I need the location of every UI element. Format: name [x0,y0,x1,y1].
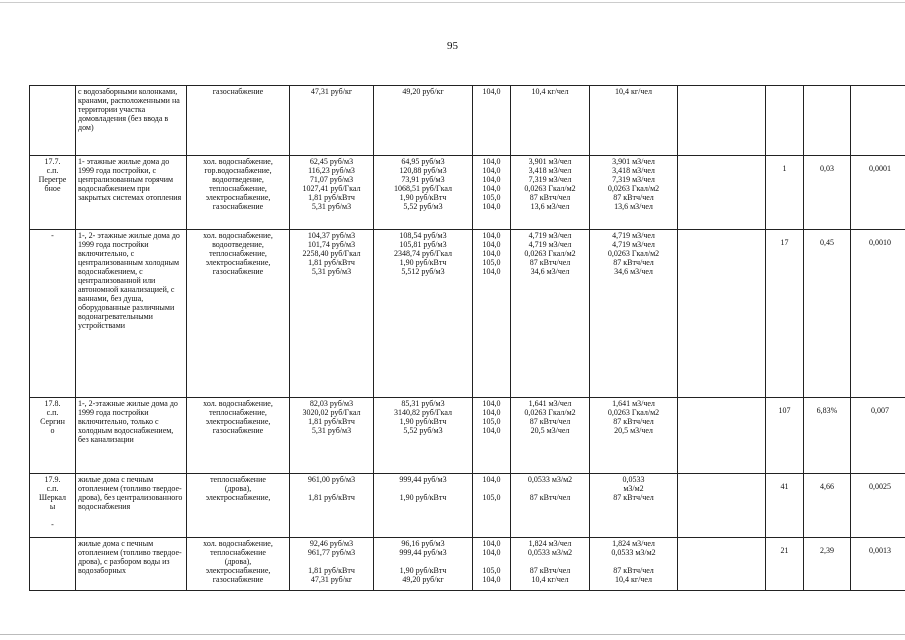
norm-new-cell: 0,0533 м3/м2 87 кВтч/чел [590,474,678,538]
index-percent-cell: 104,0 104,0 104,0 104,0 105,0 104,0 [473,156,511,230]
count-cell: 17 [766,230,804,398]
count-cell: 1 [766,156,804,230]
tariff-current-cell: 47,31 руб/кг [290,86,374,156]
settlement-cell: 17.7. с.п. Перегре бное [30,156,76,230]
norm-current-cell: 3,901 м3/чел 3,418 м3/чел 7,319 м3/чел 0,0263 Гкал/м2 87 кВтч/чел 13,6 м3/чел [511,156,590,230]
norm-new-cell: 4,719 м3/чел 4,719 м3/чел 0,0263 Гкал/м2 87 кВтч/чел 34,6 м3/чел [590,230,678,398]
ratio-cell: 0,0010 [851,230,905,398]
utility-services-cell: теплоснабжение (дрова), электроснабжение, [187,474,290,538]
index-percent-cell: 104,0 104,0 105,0 104,0 [473,398,511,474]
count-cell [766,86,804,156]
utility-services-cell: хол. водоснабжение, теплоснабжение (дрова), электроснабжение, газоснабжение [187,538,290,591]
index-percent-cell: 104,0 [473,86,511,156]
empty-cell [678,86,766,156]
ratio-cell: 0,0001 [851,156,905,230]
share-cell [804,86,851,156]
share-cell: 6,83% [804,398,851,474]
tariff-new-cell: 85,31 руб/м3 3140,82 руб/Гкал 1,90 руб/кВтч 5,52 руб/м3 [374,398,473,474]
tariff-new-cell: 96,16 руб/м3 999,44 руб/м3 1,90 руб/кВтч 49,20 руб/кг [374,538,473,591]
index-percent-cell: 104,0 104,0 104,0 105,0 104,0 [473,230,511,398]
norm-current-cell: 4,719 м3/чел 4,719 м3/чел 0,0263 Гкал/м2 87 кВтч/чел 34,6 м3/чел [511,230,590,398]
tariff-current-cell: 104,37 руб/м3 101,74 руб/м3 2258,40 руб/Гкал 1,81 руб/кВтч 5,31 руб/м3 [290,230,374,398]
ratio-cell: 0,0025 [851,474,905,538]
empty-cell [678,156,766,230]
table-row [30,156,905,230]
norm-new-cell: 1,641 м3/чел 0,0263 Гкал/м2 87 кВтч/чел 20,5 м3/чел [590,398,678,474]
utility-services-cell: хол. водоснабжение, водоотведение, теплоснабжение, электроснабжение, газоснабжение [187,230,290,398]
housing-description-cell: 1-, 2- этажные жилые дома до 1999 года постройки включительно, с централизованным холодным водоснабжением, с централизованной или автономной канализацией, с ваннами, без душа, оборудованные различными водонагревательными устройствами [76,230,187,398]
ratio-cell: 0,0013 [851,538,905,591]
housing-description-cell: жилые дома с печным отоплением (топливо твердое-дрова), с разбором воды из водозаборных [76,538,187,591]
empty-cell [678,538,766,591]
settlement-cell: 17.8. с.п. Сергин о [30,398,76,474]
norm-new-cell: 10,4 кг/чел [590,86,678,156]
tariff-new-cell: 108,54 руб/м3 105,81 руб/м3 2348,74 руб/Гкал 1,90 руб/кВтч 5,512 руб/м3 [374,230,473,398]
count-cell: 21 [766,538,804,591]
housing-description-cell: 1-, 2-этажные жилые дома до 1999 года постройки включительно, только с холодным водоснабжением, без канализации [76,398,187,474]
scan-edge-top [0,2,905,3]
tariff-current-cell: 82,03 руб/м3 3020,02 руб/Гкал 1,81 руб/кВтч 5,31 руб/м3 [290,398,374,474]
table-row [30,86,905,156]
tariff-new-cell: 999,44 руб/м3 1,90 руб/кВтч [374,474,473,538]
tariff-new-cell: 64,95 руб/м3 120,88 руб/м3 73,91 руб/м3 1068,51 руб/Гкал 1,90 руб/кВтч 5,52 руб/м3 [374,156,473,230]
utility-services-cell: хол. водоснабжение, гор.водоснабжение, водоотведение, теплоснабжение, электроснабжение, газоснабжение [187,156,290,230]
table-row [30,538,905,591]
page-number: 95 [447,40,458,52]
table-row [30,474,905,538]
utility-services-cell: газоснабжение [187,86,290,156]
norm-current-cell: 10,4 кг/чел [511,86,590,156]
index-percent-cell: 104,0 104,0 105,0 104,0 [473,538,511,591]
empty-cell [678,230,766,398]
settlement-cell [30,538,76,591]
table-row [30,398,905,474]
settlement-cell [30,86,76,156]
norm-new-cell: 1,824 м3/чел 0,0533 м3/м2 87 кВтч/чел 10,4 кг/чел [590,538,678,591]
count-cell: 107 [766,398,804,474]
utility-services-cell: хол. водоснабжение, теплоснабжение, электроснабжение, газоснабжение [187,398,290,474]
index-percent-cell: 104,0 105,0 [473,474,511,538]
table-row [30,230,905,398]
norm-current-cell: 1,824 м3/чел 0,0533 м3/м2 87 кВтч/чел 10,4 кг/чел [511,538,590,591]
share-cell: 4,66 [804,474,851,538]
share-cell: 2,39 [804,538,851,591]
empty-cell [678,398,766,474]
count-cell: 41 [766,474,804,538]
settlement-cell: 17.9. с.п. Шеркал ы - [30,474,76,538]
ratio-cell: 0,007 [851,398,905,474]
tariff-current-cell: 961,00 руб/м3 1,81 руб/кВтч [290,474,374,538]
tariff-new-cell: 49,20 руб/кг [374,86,473,156]
share-cell: 0,45 [804,230,851,398]
tariff-current-cell: 62,45 руб/м3 116,23 руб/м3 71,07 руб/м3 1027,41 руб/Гкал 1,81 руб/кВтч 5,31 руб/м3 [290,156,374,230]
housing-description-cell: с водозаборными колонками, кранами, расположенными на территории участка домовладения (без ввода в дом) [76,86,187,156]
share-cell: 0,03 [804,156,851,230]
scan-edge-bottom [0,634,905,635]
norm-current-cell: 1,641 м3/чел 0,0263 Гкал/м2 87 кВтч/чел 20,5 м3/чел [511,398,590,474]
norm-current-cell: 0,0533 м3/м2 87 кВтч/чел [511,474,590,538]
ratio-cell [851,86,905,156]
housing-description-cell: 1- этажные жилые дома до 1999 года постройки, с централизованным горячим водоснабжением при закрытых системах отопления [76,156,187,230]
empty-cell [678,474,766,538]
norm-new-cell: 3,901 м3/чел 3,418 м3/чел 7,319 м3/чел 0,0263 Гкал/м2 87 кВтч/чел 13,6 м3/чел [590,156,678,230]
tariff-table [29,85,905,591]
housing-description-cell: жилые дома с печным отоплением (топливо твердое-дрова), без централизованного водоснабжения [76,474,187,538]
settlement-cell: - [30,230,76,398]
tariff-current-cell: 92,46 руб/м3 961,77 руб/м3 1,81 руб/кВтч 47,31 руб/кг [290,538,374,591]
